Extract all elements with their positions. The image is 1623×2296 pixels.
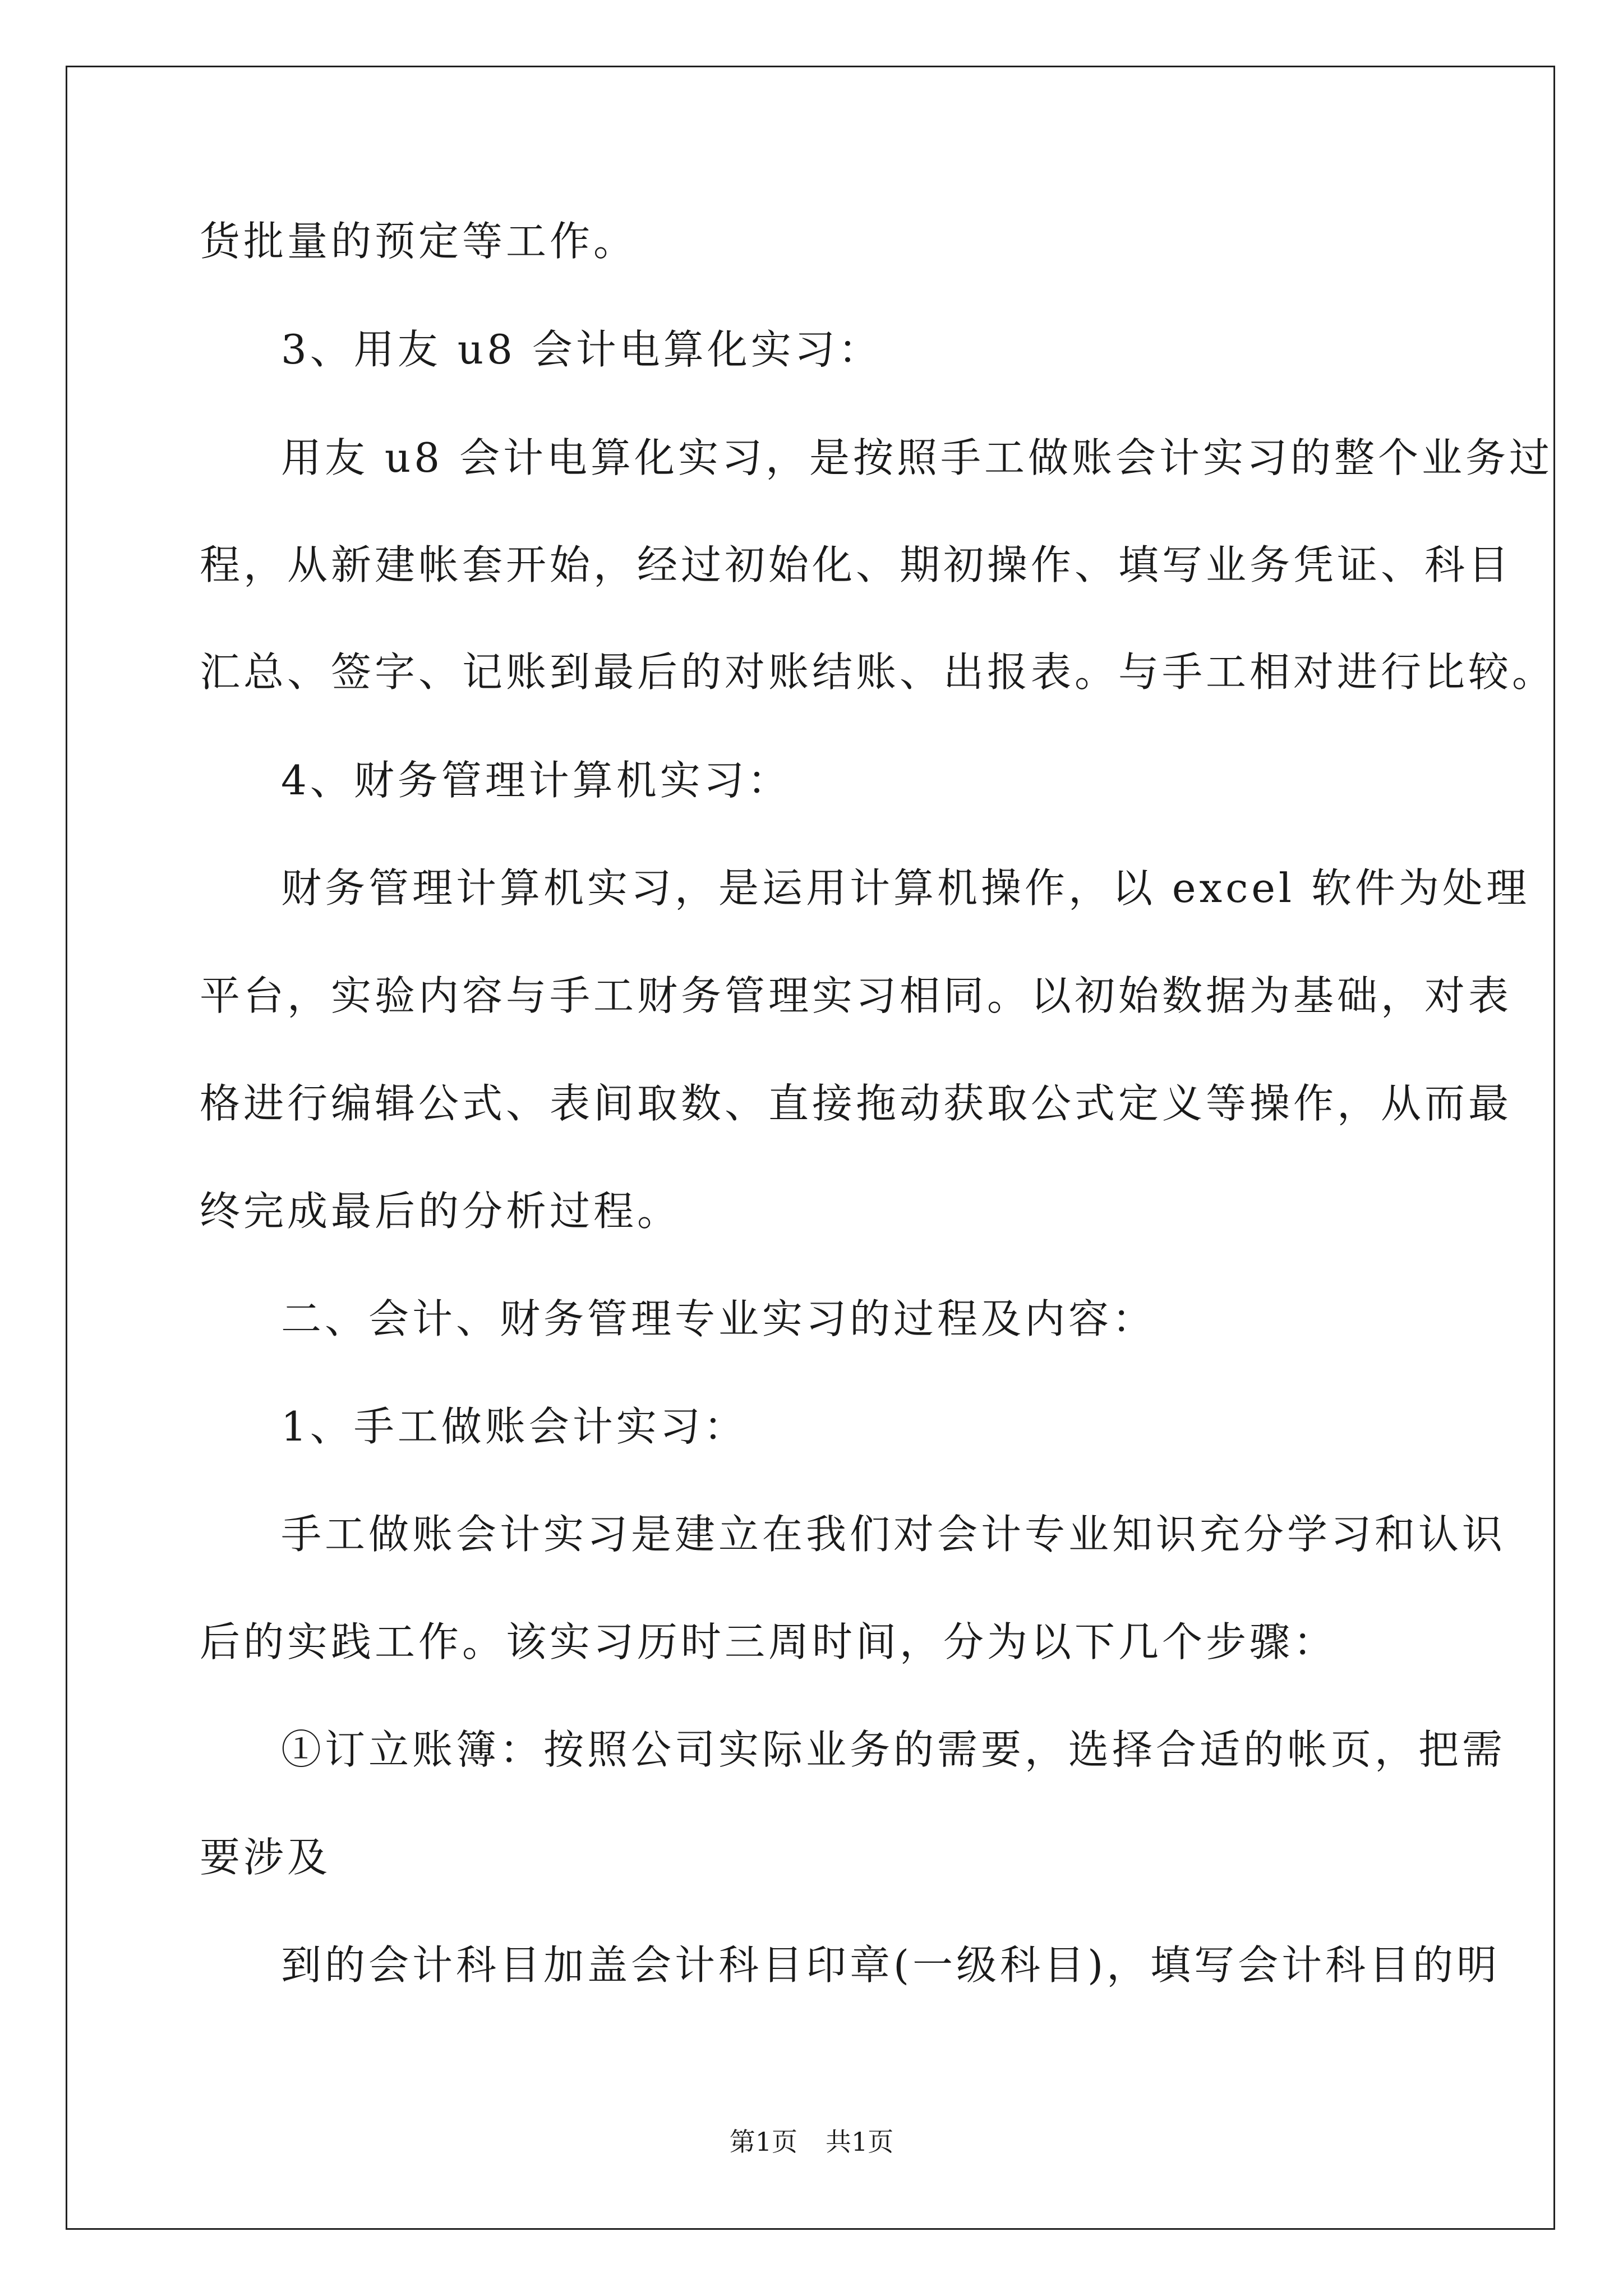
text-line: 3、用友 u8 会计电算化实习： <box>281 326 882 373</box>
text-line: 平台，实验内容与手工财务管理实习相同。以初始数据为基础，对表 <box>200 972 1513 1019</box>
text-line: 后的实践工作。该实习历时三周时间，分为以下几个步骤： <box>200 1618 1338 1665</box>
text-line: 程，从新建帐套开始，经过初始化、期初操作、填写业务凭证、科目 <box>200 541 1513 588</box>
text-line: 要涉及 <box>200 1834 331 1881</box>
text-line: 二、会计、财务管理专业实习的过程及内容： <box>281 1295 1156 1342</box>
text-line: 用友 u8 会计电算化实习，是按照手工做账会计实习的整个业务过 <box>281 434 1553 481</box>
text-line: 货批量的预定等工作。 <box>200 218 638 265</box>
text-line: 终完成最后的分析过程。 <box>200 1188 681 1235</box>
page-border <box>66 66 1555 2230</box>
text-line: 格进行编辑公式、表间取数、直接拖动获取公式定义等操作，从而最 <box>200 1080 1513 1127</box>
text-line: 财务管理计算机实习，是运用计算机操作，以 excel 软件为处理 <box>281 864 1530 912</box>
text-line: 4、财务管理计算机实习： <box>281 757 791 804</box>
page-number: 第1页 <box>729 2127 797 2157</box>
page-footer <box>0 2125 1623 2159</box>
text-line: 1、手工做账会计实习： <box>281 1403 748 1450</box>
text-line: 汇总、签字、记账到最后的对账结账、出报表。与手工相对进行比较。 <box>200 648 1556 696</box>
page-total: 共1页 <box>826 2127 894 2157</box>
text-line: ①订立账簿：按照公司实际业务的需要，选择合适的帐页，把需 <box>281 1726 1506 1773</box>
text-line: 手工做账会计实习是建立在我们对会计专业知识充分学习和认识 <box>281 1511 1506 1558</box>
text-line: 到的会计科目加盖会计科目印章(一级科目)，填写会计科目的明 <box>281 1941 1501 1989</box>
